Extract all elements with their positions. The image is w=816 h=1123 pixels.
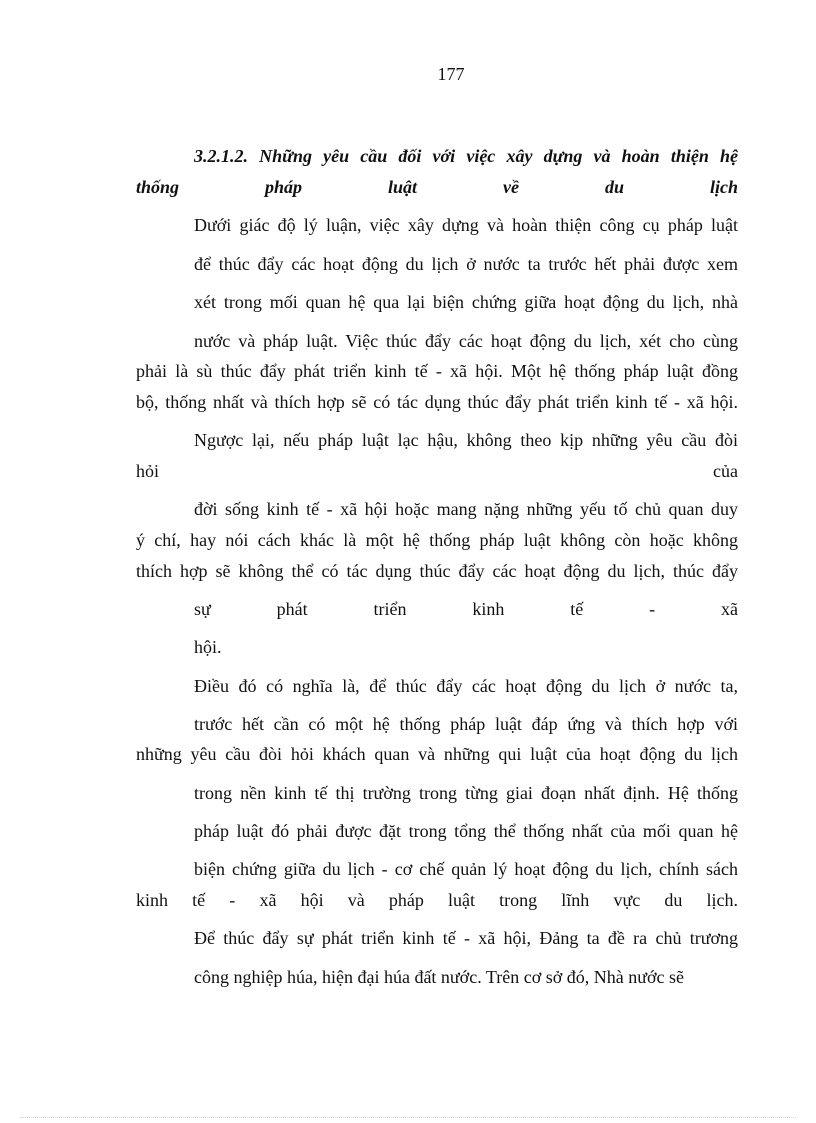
body-line: phải là sù thúc đẩy phát triển kinh tế - xã hội. Một hệ thống pháp luật đồng [136,361,738,381]
page-number: 177 [437,64,465,84]
page-bottom-rule [20,1117,796,1118]
body-line: những yêu cầu đòi hỏi khách quan và những qui luật của hoạt động du lịch [136,744,738,764]
body-line: trước hết cần có một hệ thống pháp luật đáp ứng và thích hợp với [194,714,738,734]
body-line: công nghiệp húa, hiện đại húa đất nước. Trên cơ sở đó, Nhà nước sẽ [194,967,684,987]
body-line: hội. [194,637,222,657]
body-line: Ngược lại, nếu pháp luật lạc hậu, không theo kịp những yêu cầu đòi [194,430,738,450]
body-line: ý chí, hay nói cách khác là một hệ thống pháp luật không còn hoặc không [136,530,738,550]
body-line: Điều đó có nghĩa là, để thúc đẩy các hoạt động du lịch ở nước ta, [194,676,738,696]
body-line: trong nền kinh tế thị trường trong từng giai đoạn nhất định. Hệ thống [194,783,738,803]
body-line: Để thúc đẩy sự phát triển kinh tế - xã hội, Đảng ta đề ra chủ trương [194,928,738,948]
section-heading-line-1: 3.2.1.2. Những yêu cầu đối với việc xây dựng và hoàn thiện hệ [194,146,738,166]
body-line: sự phát triển kinh tế - xã [194,599,738,619]
body-line: bộ, thống nhất và thích hợp sẽ có tác dụng thúc đẩy phát triển kinh tế - xã hội. [136,392,738,412]
body-line: pháp luật đó phải được đặt trong tổng thể thống nhất của mối quan hệ [194,821,738,841]
body-line: để thúc đẩy các hoạt động du lịch ở nước ta trước hết phải được xem [194,254,738,274]
body-line: thích hợp sẽ không thể có tác dụng thúc đẩy các hoạt động du lịch, thúc đẩy [136,561,738,581]
body-line: hỏi của [136,461,738,481]
body-line: Dưới giác độ lý luận, việc xây dựng và hoàn thiện công cụ pháp luật [194,215,738,235]
body-line: biện chứng giữa du lịch - cơ chế quản lý hoạt động du lịch, chính sách [194,859,738,879]
body-line: kinh tế - xã hội và pháp luật trong lĩnh vực du lịch. [136,890,738,910]
body-line: đời sống kinh tế - xã hội hoặc mang nặng những yếu tố chủ quan duy [194,499,738,519]
body-line: xét trong mối quan hệ qua lại biện chứng giữa hoạt động du lịch, nhà [194,292,738,312]
body-line: nước và pháp luật. Việc thúc đẩy các hoạt động du lịch, xét cho cùng [194,331,738,351]
section-heading-line-2: thống pháp luật về du lịch [136,177,738,197]
